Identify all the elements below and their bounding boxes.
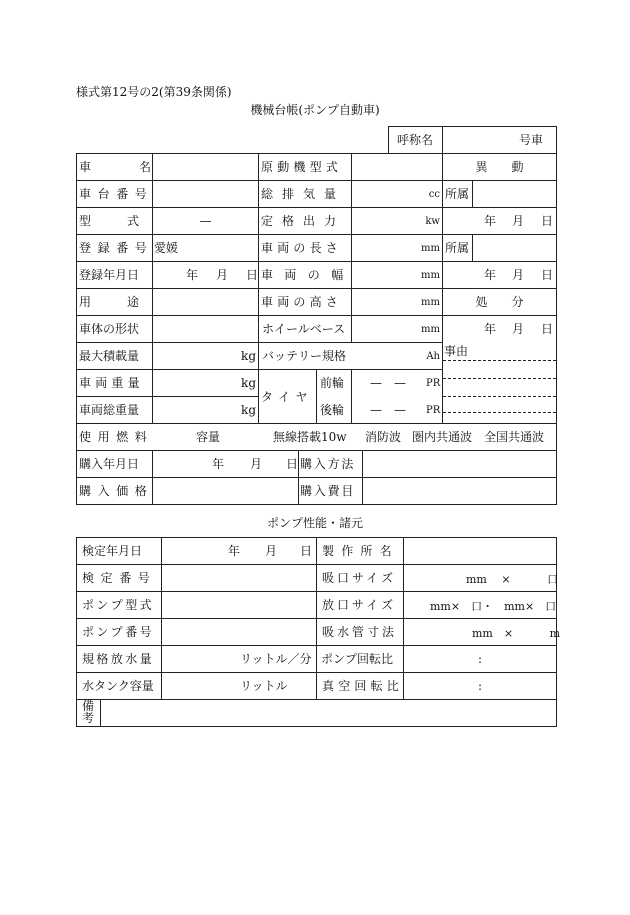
label-fuel: 使用燃料 bbox=[79, 430, 154, 444]
transfer2-month: 月 bbox=[512, 268, 525, 282]
label-vehicle-weight: 車両重量 bbox=[79, 376, 144, 390]
outlet-value: mm× 口・ mm× 口 bbox=[430, 600, 557, 613]
wheelbase-unit: mm bbox=[421, 324, 440, 335]
gross-weight-unit: kg bbox=[241, 403, 256, 417]
label-gross-weight: 車両総重量 bbox=[79, 403, 140, 417]
max-load-unit: kg bbox=[241, 349, 256, 363]
intake-value: mm × 口 bbox=[466, 573, 559, 586]
form-label: 様式第12号の2(第39条関係) bbox=[76, 85, 232, 99]
disposal-heading: 処 分 bbox=[475, 295, 524, 309]
label-std-discharge: 規格放水量 bbox=[82, 652, 155, 666]
tank-unit: リットル bbox=[240, 679, 288, 693]
reg-year-label: 年 bbox=[186, 268, 199, 282]
transfer2-year: 年 bbox=[484, 268, 497, 282]
fire-wave: 消防波 bbox=[365, 430, 402, 444]
rear-tire-pr: PR bbox=[426, 405, 441, 416]
transfer-day: 日 bbox=[541, 214, 554, 228]
call-name-label: 呼称名 bbox=[396, 133, 433, 147]
label-rated-output: 定格出力 bbox=[261, 214, 346, 228]
belong-label-2: 所属 bbox=[445, 241, 470, 255]
label-wheelbase: ホイールベース bbox=[262, 322, 346, 336]
label-max-load: 最大積載量 bbox=[79, 349, 140, 363]
label-registration-date: 登録年月日 bbox=[79, 268, 140, 282]
label-suction-pipe: 吸水管寸法 bbox=[322, 625, 398, 639]
label-rear-wheel: 後輪 bbox=[320, 403, 345, 417]
registration-prefecture: 愛媛 bbox=[154, 241, 179, 255]
width-unit: mm bbox=[421, 270, 440, 281]
car-number-suffix: 号車 bbox=[518, 133, 543, 147]
label-registration-no: 登録番号 bbox=[79, 241, 154, 255]
national-wave: 全国共通波 bbox=[484, 430, 545, 444]
label-radio: 無線搭載10w bbox=[273, 430, 347, 444]
height-unit: mm bbox=[421, 297, 440, 308]
belong-label-1: 所属 bbox=[445, 187, 470, 201]
disposal-year: 年 bbox=[484, 322, 497, 336]
label-purchase-cost: 購入費目 bbox=[300, 484, 356, 498]
pump-section-title: ポンプ性能・諸元 bbox=[266, 516, 363, 530]
disposal-day: 日 bbox=[541, 322, 554, 336]
discharge-unit: リットル／分 bbox=[240, 652, 312, 666]
regional-wave: 圏内共通波 bbox=[412, 430, 473, 444]
purchase-month-label: 月 bbox=[250, 457, 263, 471]
rear-tire-dashes: — — bbox=[370, 403, 407, 417]
transfer-heading: 異 動 bbox=[475, 160, 524, 174]
label-manufacturer: 製作所名 bbox=[322, 544, 399, 558]
front-tire-pr: PR bbox=[426, 378, 441, 389]
vacuum-ratio-colon: : bbox=[478, 679, 483, 693]
output-unit: kw bbox=[425, 216, 440, 227]
suction-value: mm × m bbox=[472, 627, 561, 640]
model-value: — bbox=[199, 214, 212, 228]
label-inspection-date: 検定年月日 bbox=[82, 544, 143, 558]
label-chassis-no: 車台番号 bbox=[79, 187, 154, 201]
weight-unit: kg bbox=[241, 376, 256, 390]
battery-unit: Ah bbox=[426, 351, 440, 362]
label-car-name: 車 名 bbox=[79, 160, 152, 174]
label-displacement: 総排気量 bbox=[261, 187, 346, 201]
label-purchase-price: 購入価格 bbox=[79, 484, 154, 498]
purchase-day-label: 日 bbox=[286, 457, 299, 471]
label-intake-size: 吸口サイズ bbox=[322, 571, 397, 585]
purchase-year-label: 年 bbox=[212, 457, 225, 471]
label-use: 用 途 bbox=[79, 295, 140, 309]
transfer-month: 月 bbox=[512, 214, 525, 228]
reg-day-label: 日 bbox=[246, 268, 259, 282]
label-pump-type: ポンプ型式 bbox=[82, 598, 155, 612]
label-vacuum-ratio: 真空回転比 bbox=[322, 679, 404, 693]
length-unit: mm bbox=[421, 243, 440, 254]
label-width: 車両の幅 bbox=[261, 268, 355, 282]
label-purchase-date: 購入年月日 bbox=[79, 457, 140, 471]
label-length: 車両の長さ bbox=[261, 241, 343, 255]
document-title: 機械台帳(ポンプ自動車) bbox=[250, 103, 380, 117]
reason-label: 事由 bbox=[444, 344, 469, 358]
label-engine-type: 原動機型式 bbox=[261, 160, 343, 174]
label-height: 車両の高さ bbox=[261, 295, 343, 309]
label-inspection-no: 検定番号 bbox=[82, 571, 157, 585]
label-tank-capacity: 水タンク容量 bbox=[82, 679, 154, 693]
label-model: 型 式 bbox=[79, 214, 140, 228]
label-body-shape: 車体の形状 bbox=[79, 322, 140, 336]
insp-year: 年 bbox=[228, 544, 241, 558]
label-outlet-size: 放口サイズ bbox=[322, 598, 397, 612]
fuel-capacity-label: 容量 bbox=[196, 430, 221, 444]
label-pump-ratio: ポンプ回転比 bbox=[321, 652, 394, 666]
label-tire: タイヤ bbox=[261, 390, 313, 404]
remarks-label-1: 備 bbox=[82, 699, 95, 713]
label-battery: バッテリー規格 bbox=[262, 349, 347, 363]
label-purchase-method: 購入方法 bbox=[300, 457, 356, 471]
front-tire-dashes: — — bbox=[370, 376, 407, 390]
transfer2-day: 日 bbox=[541, 268, 554, 282]
label-pump-no: ポンプ番号 bbox=[82, 625, 155, 639]
insp-month: 月 bbox=[265, 544, 278, 558]
transfer-year: 年 bbox=[484, 214, 497, 228]
insp-day: 日 bbox=[300, 544, 313, 558]
remarks-label-2: 考 bbox=[82, 711, 95, 725]
reg-month-label: 月 bbox=[216, 268, 229, 282]
pump-ratio-colon: : bbox=[478, 652, 483, 666]
displacement-unit: cc bbox=[428, 189, 440, 200]
disposal-month: 月 bbox=[512, 322, 525, 336]
label-front-wheel: 前輪 bbox=[320, 376, 345, 390]
